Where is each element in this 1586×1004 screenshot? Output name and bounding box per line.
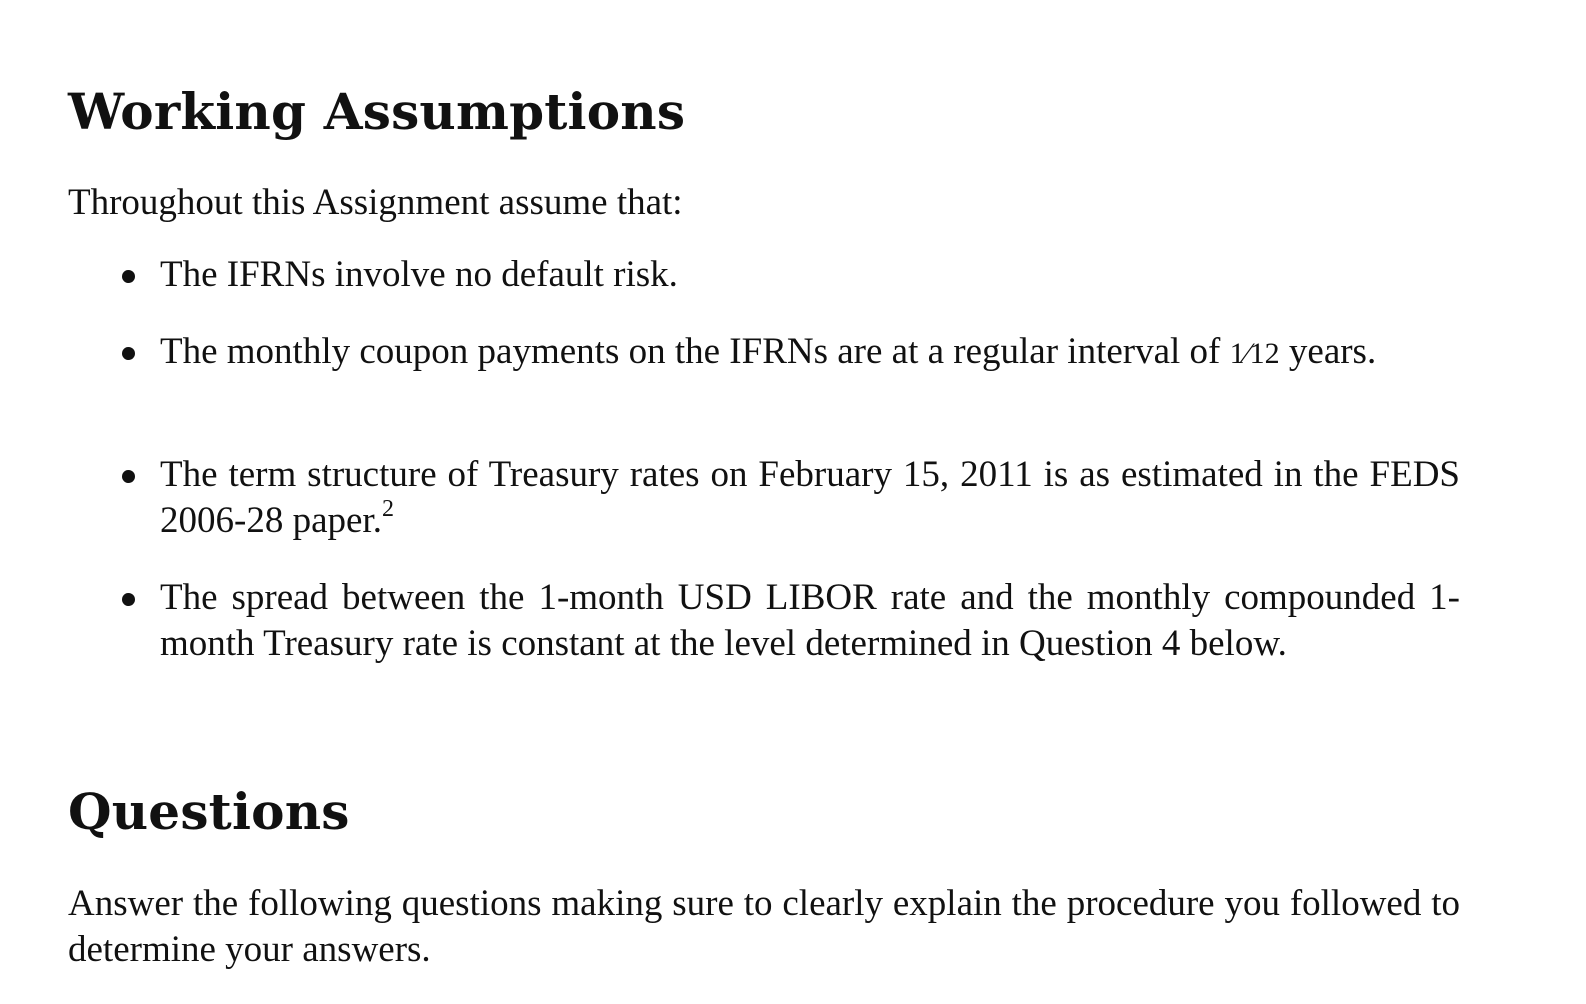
bullet-icon [122, 270, 135, 283]
working-assumptions-heading: Working Assumptions [68, 82, 686, 141]
working-assumptions-intro: Throughout this Assignment assume that: [68, 182, 683, 223]
assumption-item [160, 575, 1460, 667]
assumption-item [160, 452, 1460, 544]
fraction: 1⁄12 [1229, 337, 1280, 370]
assumption-item [160, 329, 1460, 377]
assumption-text: The IFRNs involve no default risk. [160, 254, 678, 295]
assumption-text: The term structure of Treasury rates on February 15, 2011 is as estimated in the FEDS 2006-28 paper. [160, 454, 1460, 541]
questions-intro: Answer the following questions making sure to clearly explain the procedure you followed to determine your answers. [68, 883, 1460, 970]
bullet-icon [122, 347, 135, 360]
assumption-text: The spread between the 1-month USD LIBOR rate and the monthly compounded 1-month Treasury rate is constant at the level determined in Question 4 below. [160, 577, 1460, 664]
footnote-marker[interactable]: 2 [381, 496, 394, 522]
assumption-item [160, 252, 1460, 298]
bullet-icon [122, 470, 135, 483]
bullet-icon [122, 593, 135, 606]
questions-heading: Questions [68, 782, 350, 841]
assumption-text: years. [1279, 331, 1377, 372]
assumption-text: The monthly coupon payments on the IFRNs are at a regular interval of [160, 331, 1230, 372]
